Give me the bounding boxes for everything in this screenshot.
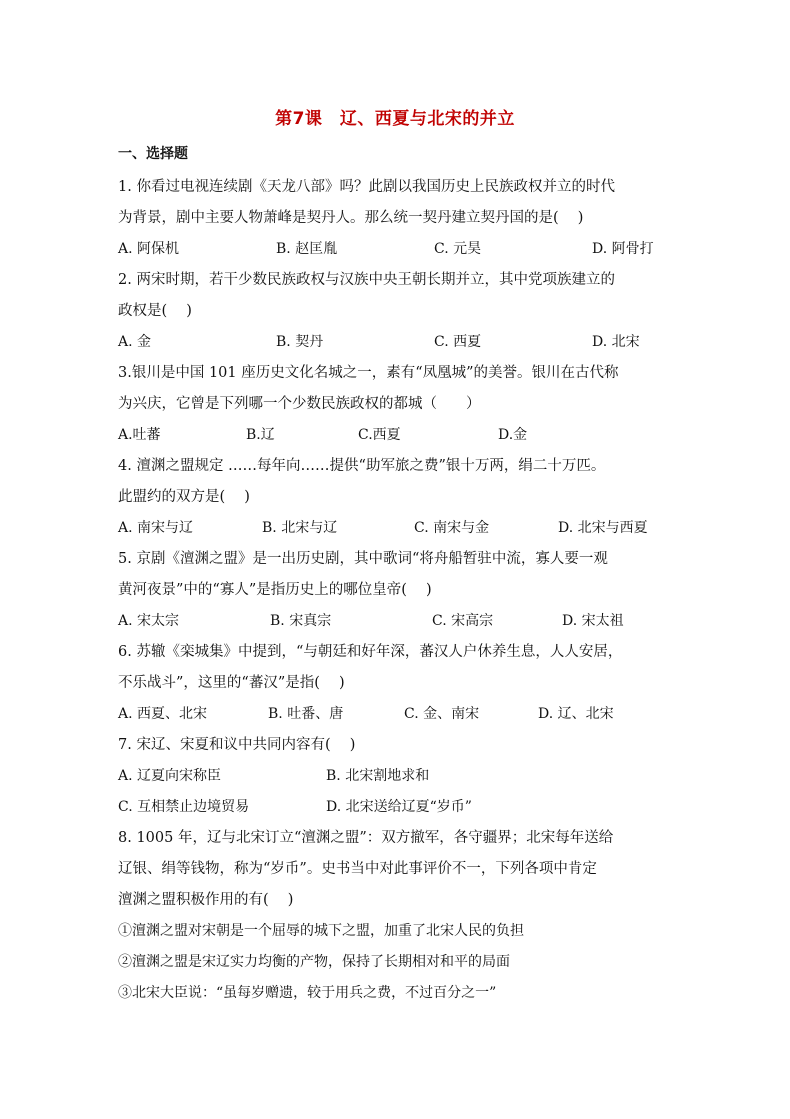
option-a: A. 阿保机 — [118, 241, 180, 257]
question-2 — [118, 265, 673, 358]
option-b: B. 北宋与辽 — [262, 520, 338, 536]
option-a: A.吐蕃 — [118, 427, 161, 443]
option-c: C. 西夏 — [434, 334, 482, 350]
question-text: 辽银、绢等钱物，称为“岁币”。史书当中对此事评价不一，下列各项中肯定 — [118, 861, 597, 877]
option-a: A. 辽夏向宋称臣 — [118, 768, 222, 784]
question-7 — [118, 730, 673, 823]
question-text: 5. 京剧《澶渊之盟》是一出历史剧，其中歌词“将舟船暂驻中流，寡人要一观 — [118, 551, 608, 567]
option-b: B. 吐番、唐 — [268, 706, 344, 722]
option-c: C. 互相禁止边境贸易 — [118, 799, 250, 815]
option-b: B.辽 — [246, 427, 275, 443]
option-a: A. 南宋与辽 — [118, 520, 194, 536]
option-c: C. 宋高宗 — [432, 613, 494, 629]
statement-2: ②澶渊之盟是宋辽实力均衡的产物，保持了长期相对和平的局面 — [118, 954, 510, 970]
option-row — [118, 699, 673, 730]
option-c: C. 元昊 — [434, 241, 482, 257]
option-d: D. 辽、北宋 — [538, 706, 614, 722]
question-text: 不乐战斗”，这里的“蕃汉”是指( ) — [118, 675, 345, 691]
option-b: B. 北宋割地求和 — [326, 768, 430, 784]
option-b: B. 赵匡胤 — [276, 241, 338, 257]
question-text: 6. 苏辙《栾城集》中提到，“与朝廷和好年深，蕃汉人户休养生息，人人安居， — [118, 644, 623, 660]
question-text: 此盟约的双方是( ) — [118, 489, 250, 505]
option-b: B. 契丹 — [276, 334, 324, 350]
option-d: D. 北宋送给辽夏“岁币” — [326, 799, 472, 815]
question-8 — [118, 823, 673, 1009]
option-a: A. 金 — [118, 334, 152, 350]
option-d: D. 北宋与西夏 — [558, 520, 648, 536]
statement-3: ③北宋大臣说：“虽每岁赠遗，较于用兵之费，不过百分之一” — [118, 985, 497, 1001]
question-4 — [118, 451, 673, 544]
option-b: B. 宋真宗 — [270, 613, 332, 629]
option-a: A. 宋太宗 — [118, 613, 180, 629]
option-a: A. 西夏、北宋 — [118, 706, 208, 722]
option-row — [118, 327, 673, 358]
question-text: 3.银川是中国 101 座历史文化名城之一，素有“凤凰城”的美誉。银川在古代称 — [118, 365, 619, 381]
question-5 — [118, 544, 673, 637]
question-text: 7. 宋辽、宋夏和议中共同内容有( ) — [118, 737, 356, 753]
option-d: D. 阿骨打 — [592, 241, 654, 257]
question-text: 1. 你看过电视连续剧《天龙八部》吗？此剧以我国历史上民族政权并立的时代 — [118, 179, 615, 195]
question-text: 为兴庆，它曾是下列哪一个少数民族政权的都城（ ） — [118, 396, 481, 412]
option-c: C. 南宋与金 — [414, 520, 490, 536]
option-row — [118, 761, 673, 792]
option-row — [118, 513, 673, 544]
section-heading: 一、选择题 — [118, 146, 188, 162]
option-d: D. 北宋 — [592, 334, 640, 350]
question-text: 政权是( ) — [118, 303, 192, 319]
question-text: 4. 澶渊之盟规定 ……每年向……提供“助军旅之费”银十万两，绢二十万匹。 — [118, 458, 606, 474]
question-list — [118, 142, 673, 1009]
question-text: 为背景，剧中主要人物萧峰是契丹人。那么统一契丹建立契丹国的是( ) — [118, 210, 584, 226]
option-d: D. 宋太祖 — [562, 613, 624, 629]
question-6 — [118, 637, 673, 730]
statement-1: ①澶渊之盟对宋朝是一个屈辱的城下之盟，加重了北宋人民的负担 — [118, 923, 524, 939]
lesson-title: 第7课 辽、西夏与北宋的并立 — [275, 109, 515, 129]
option-d: D.金 — [498, 427, 528, 443]
question-1 — [118, 172, 673, 265]
option-row — [118, 420, 673, 451]
option-row — [118, 234, 673, 265]
option-row — [118, 792, 673, 823]
question-text: 黄河夜景”中的“寡人”是指历史上的哪位皇帝( ) — [118, 582, 432, 598]
question-text: 澶渊之盟积极作用的有( ) — [118, 892, 294, 908]
option-c: C. 金、南宋 — [404, 706, 480, 722]
question-3 — [118, 358, 673, 451]
option-c: C.西夏 — [358, 427, 401, 443]
question-text: 2. 两宋时期，若干少数民族政权与汉族中央王朝长期并立，其中党项族建立的 — [118, 272, 615, 288]
question-text: 8. 1005 年，辽与北宋订立“澶渊之盟”：双方撤军，各守疆界；北宋每年送给 — [118, 830, 614, 846]
option-row — [118, 606, 673, 637]
